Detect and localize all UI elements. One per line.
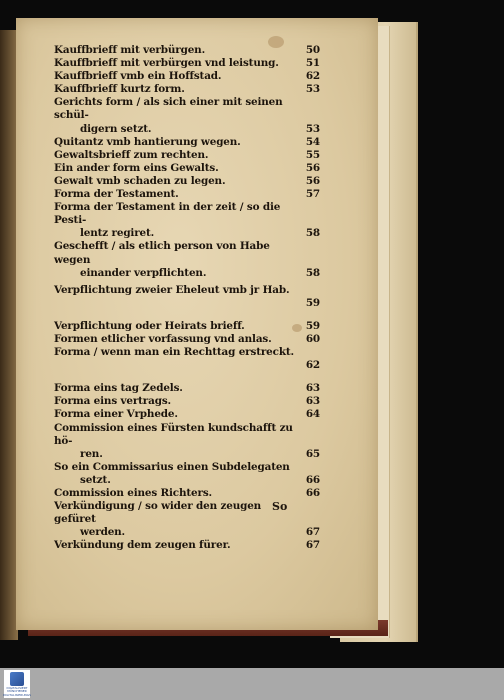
logo-line: DIGITALISIERUNGS xyxy=(2,692,32,697)
toc-entry xyxy=(54,70,320,83)
toc-page-number: 55 xyxy=(305,148,320,161)
toc-entry xyxy=(54,57,320,70)
toc-page-number: 60 xyxy=(305,332,320,345)
toc-entry-continuation: digern setzt. xyxy=(80,122,152,135)
toc-entry-title: Kauffbrieff mit verbürgen. xyxy=(54,44,206,56)
toc-entry-continuation: einander verpflichten. xyxy=(80,266,207,279)
library-logo[interactable] xyxy=(4,670,30,698)
toc-entry xyxy=(54,162,320,175)
toc-entry-title: Forma der Testament. xyxy=(54,188,179,201)
toc-entry xyxy=(54,96,320,135)
toc-page-number: 51 xyxy=(305,57,320,70)
library-logo-text xyxy=(3,687,31,697)
toc-entry xyxy=(54,44,320,57)
toc-page-number: 53 xyxy=(305,122,320,135)
toc-page-number: 67 xyxy=(305,526,320,539)
library-logo-icon xyxy=(10,672,24,686)
toc-entry-continuation: setzt. xyxy=(80,473,111,486)
toc-entry-title: Forma einer Vrphede. xyxy=(54,408,178,421)
viewer-footer xyxy=(0,668,504,700)
toc-entry xyxy=(54,201,320,240)
toc-page-number: 50 xyxy=(305,44,320,56)
toc-page-number: 63 xyxy=(305,382,320,395)
toc-entry-title: Quitantz vmb hantierung wegen. xyxy=(54,135,241,148)
toc-page-number: 56 xyxy=(305,174,320,187)
toc-page-number: 66 xyxy=(305,473,320,486)
logo-line: MÜNCHENER xyxy=(7,689,27,694)
toc-entry-title: Verpflichtung oder Heirats brieff. xyxy=(54,319,245,332)
toc-entry xyxy=(54,346,320,372)
toc-entry-title: Verkündigung / so wider den zeugen gefüret xyxy=(54,500,262,526)
toc-page-number: 62 xyxy=(305,359,320,372)
toc-page-number: 67 xyxy=(305,539,320,552)
toc-entry-title: Forma eins vertrags. xyxy=(54,395,171,408)
toc-entry xyxy=(54,320,320,333)
toc-entry-title: Gewalt vmb schaden zu legen. xyxy=(54,174,226,187)
toc-entry-title: Kauffbrieff mit verbürgen vnd leistung. xyxy=(54,57,279,70)
toc-entry-continuation: lentz regiret. xyxy=(80,227,155,240)
toc-entry-title: Kauffbrieff kurtz form. xyxy=(54,83,185,96)
toc-entry xyxy=(54,240,320,279)
toc-entry-title: Geschefft / als etlich person von Habe wegen xyxy=(54,240,270,266)
toc-entry xyxy=(54,284,320,310)
toc-entry xyxy=(54,83,320,96)
toc-page-number: 59 xyxy=(305,319,320,332)
toc-entry-title: Gewaltsbrieff zum rechten. xyxy=(54,148,209,161)
toc-entry xyxy=(54,149,320,162)
toc-entry-title: Forma eins tag Zedels. xyxy=(54,382,183,395)
toc-page-number: 58 xyxy=(305,266,320,279)
toc-entry-title: Gerichts form / als sich einer mit seinen schül- xyxy=(54,96,283,122)
toc-page-number: 53 xyxy=(305,83,320,96)
toc-page-number: 65 xyxy=(305,447,320,460)
toc-page-number: 66 xyxy=(305,487,320,499)
toc-entry-title: So ein Commissarius einen Subdelegaten xyxy=(54,460,290,473)
toc-entry xyxy=(54,461,320,487)
toc-entry xyxy=(54,395,320,408)
toc-entry-continuation: werden. xyxy=(80,526,126,539)
toc-page-number: 58 xyxy=(305,227,320,240)
toc-page-number: 59 xyxy=(305,296,320,309)
toc-page-number: 56 xyxy=(305,161,320,174)
toc-entry xyxy=(54,188,320,201)
toc-page-number: 57 xyxy=(305,188,320,201)
table-of-contents xyxy=(54,44,320,552)
toc-entry-title: Verpflichtung zweier Eheleut vmb jr Hab. xyxy=(54,283,290,296)
toc-entry-title: Verkündung dem zeugen fürer. xyxy=(54,539,231,552)
toc-entry-title: Formen etlicher vorfassung vnd anlas. xyxy=(54,332,272,345)
toc-entry-title: Forma der Testament in der zeit / so die Pesti- xyxy=(54,201,281,227)
toc-entry xyxy=(54,136,320,149)
toc-entry-title: Ein ander form eins Gewalts. xyxy=(54,161,219,174)
toc-entry-title: Forma / wenn man ein Rechttag erstreckt. xyxy=(54,346,294,359)
catchword: So xyxy=(272,500,288,513)
toc-entry xyxy=(54,408,320,421)
toc-page-number: 54 xyxy=(305,135,320,148)
toc-entry-title: Kauffbrieff vmb ein Hoffstad. xyxy=(54,70,222,83)
toc-entry xyxy=(54,333,320,346)
book-page xyxy=(16,18,378,630)
toc-entry-continuation: ren. xyxy=(80,447,103,460)
toc-entry xyxy=(54,539,320,552)
toc-entry-title: Commission eines Fürsten kundschafft zu hö- xyxy=(54,421,293,447)
toc-entry-title: Commission eines Richters. xyxy=(54,487,212,499)
toc-page-number: 63 xyxy=(305,395,320,408)
logo-line: DIGITALISIERT xyxy=(6,686,28,690)
toc-entry xyxy=(54,175,320,188)
toc-entry xyxy=(54,487,320,500)
toc-page-number: 64 xyxy=(305,408,320,421)
toc-entry xyxy=(54,422,320,461)
toc-entry xyxy=(54,382,320,395)
toc-page-number: 62 xyxy=(305,70,320,83)
